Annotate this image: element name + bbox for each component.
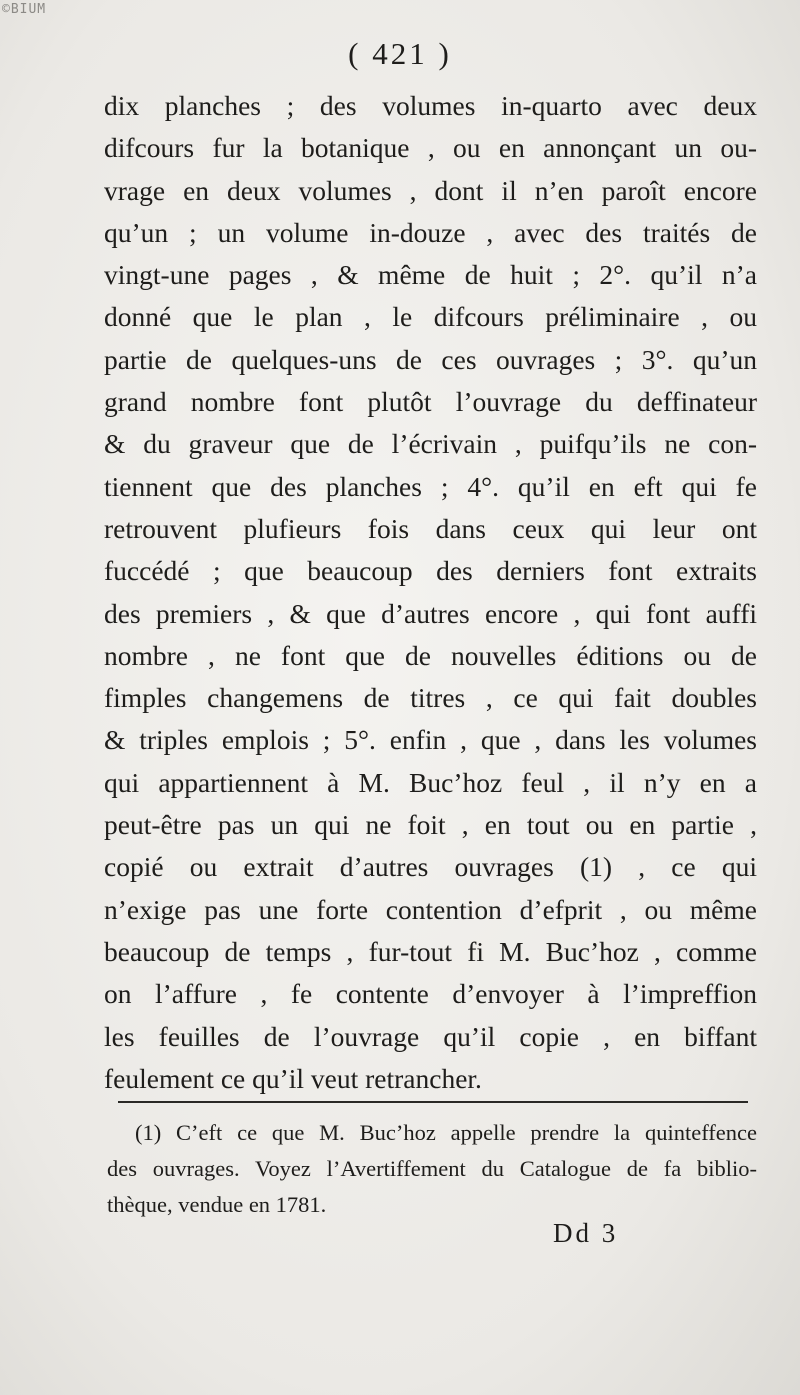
- body-line: n’exige pas une forte contention d’efprit , ou même: [104, 893, 757, 925]
- body-line: difcours fur la botanique , ou en annonçant un ou-: [104, 132, 757, 164]
- body-line: copié ou extrait d’autres ouvrages (1) , ce qui: [104, 851, 757, 883]
- footnote-divider: [118, 1101, 748, 1103]
- body-line: des premiers , & que d’autres encore , qui font auffi: [104, 597, 757, 629]
- body-line: beaucoup de temps , fur-tout fi M. Buc’hoz , comme: [104, 935, 757, 967]
- watermark: ©BIUM: [2, 2, 47, 17]
- footnote-line: (1) C’eft ce que M. Buc’hoz appelle prendre la quinteffence: [135, 1120, 757, 1145]
- body-text: [104, 85, 757, 1100]
- body-line: nombre , ne font que de nouvelles éditions ou de: [104, 639, 757, 671]
- body-line: peut-être pas un qui ne foit , en tout ou en partie ,: [104, 809, 757, 841]
- signature-mark: Dd 3: [553, 1218, 619, 1248]
- body-line: & du graveur que de l’écrivain , puifqu’ils ne con-: [104, 428, 757, 460]
- body-line: fuccédé ; que beaucoup des derniers font extraits: [104, 555, 757, 587]
- body-line: & triples emplois ; 5°. enfin , que , dans les volumes: [104, 724, 757, 756]
- body-line: grand nombre font plutôt l’ouvrage du deffinateur: [104, 386, 757, 418]
- body-line: tiennent que des planches ; 4°. qu’il en eft qui fe: [104, 470, 757, 502]
- body-line: fimples changemens de titres , ce qui fait doubles: [104, 682, 757, 714]
- body-line: qui appartiennent à M. Buc’hoz feul , il n’y en a: [104, 766, 757, 798]
- body-line: vrage en deux volumes , dont il n’en paroît encore: [104, 174, 757, 206]
- body-line: feulement ce qu’il veut retrancher.: [104, 1062, 482, 1094]
- body-line: donné que le plan , le difcours préliminaire , ou: [104, 301, 757, 333]
- footnote-line: thèque, vendue en 1781.: [107, 1192, 327, 1217]
- body-line: retrouvent plufieurs fois dans ceux qui leur ont: [104, 512, 757, 544]
- body-line: les feuilles de l’ouvrage qu’il copie , en biffant: [104, 1020, 757, 1052]
- footnote-line: des ouvrages. Voyez l’Avertiffement du Catalogue de fa biblio-: [107, 1156, 757, 1181]
- page-number: ( 421 ): [348, 36, 452, 71]
- body-line: partie de quelques-uns de ces ouvrages ; 3°. qu’un: [104, 343, 757, 375]
- footnote: [107, 1115, 757, 1223]
- body-line: vingt-une pages , & même de huit ; 2°. qu’il n’a: [104, 259, 757, 291]
- body-line: dix planches ; des volumes in-quarto avec deux: [104, 90, 757, 121]
- body-line: qu’un ; un volume in-douze , avec des traités de: [104, 216, 757, 248]
- body-line: on l’affure , fe contente d’envoyer à l’impreffion: [104, 978, 757, 1010]
